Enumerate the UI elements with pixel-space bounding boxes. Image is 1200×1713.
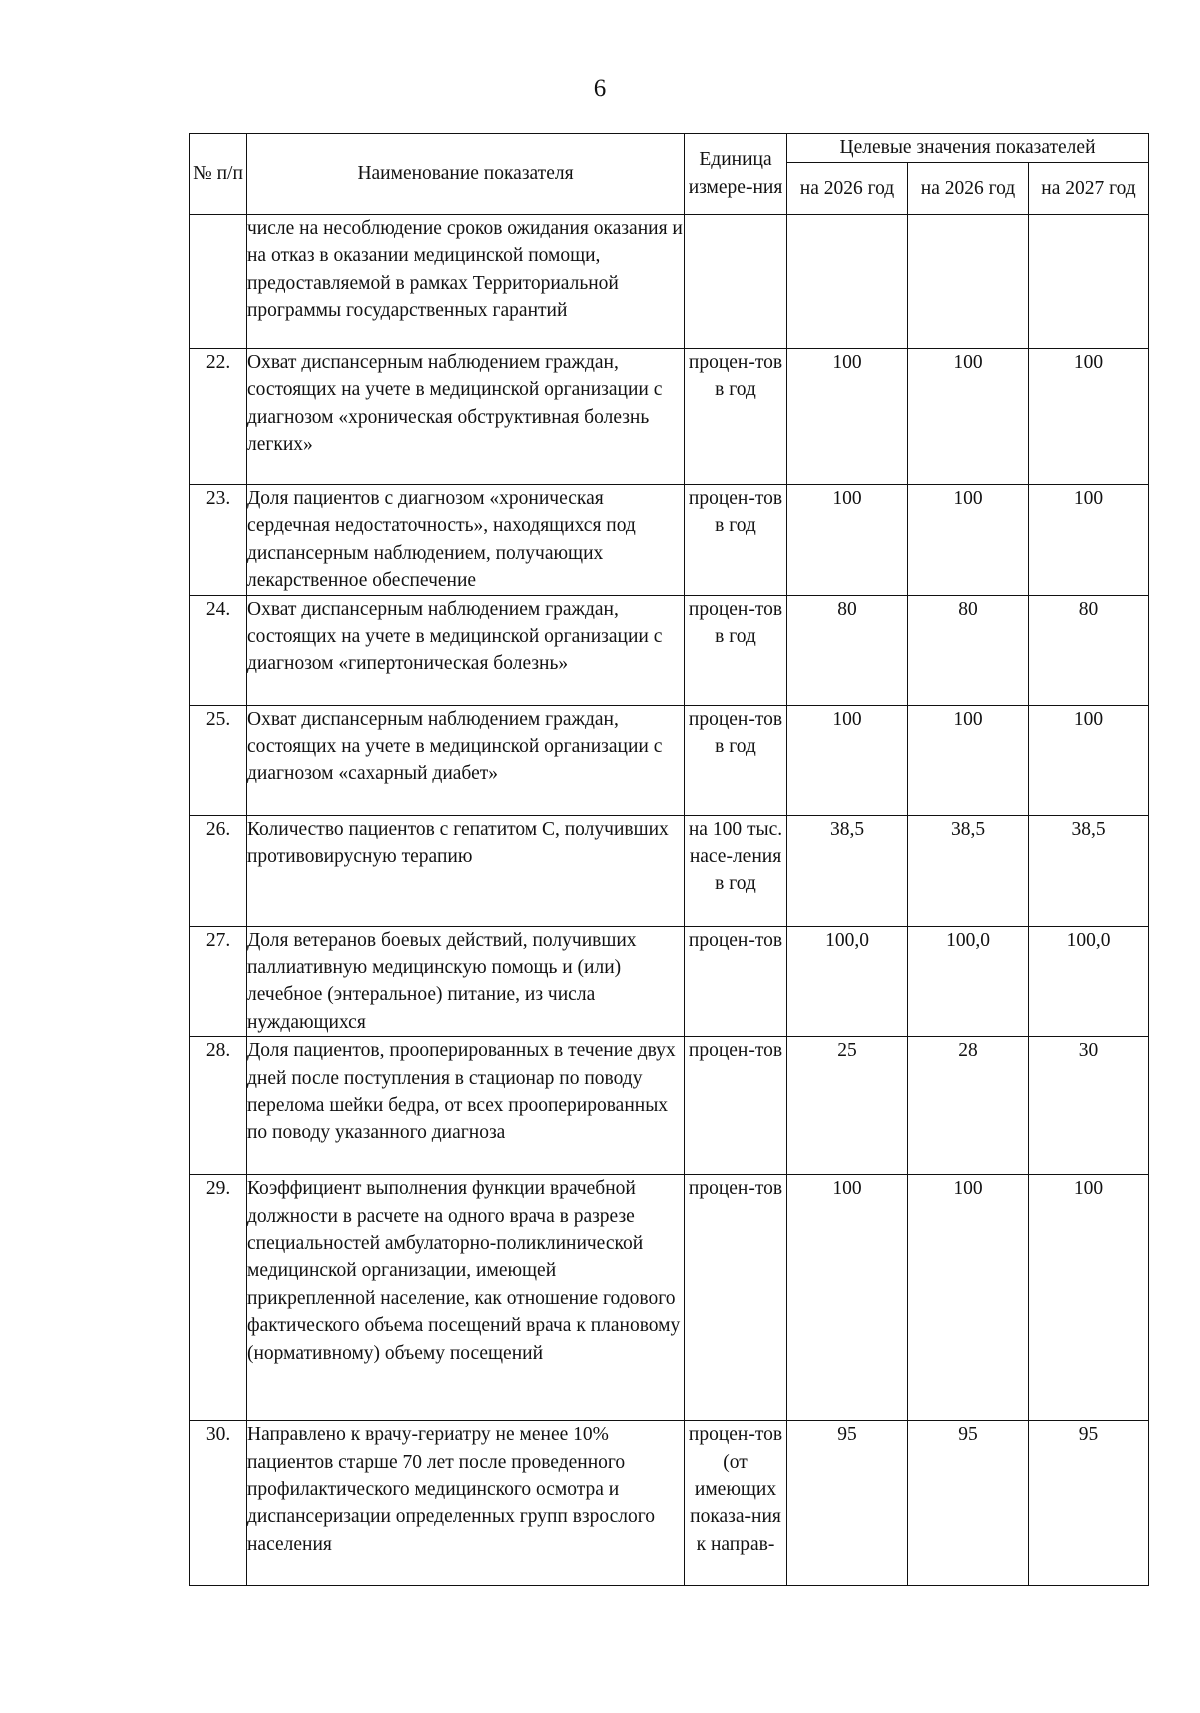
indicator-name: Направлено к врачу-гериатру не менее 10% пациентов старше 70 лет после проведенного профилактического медицинского осмотра и диспансеризации определенных групп взрослого населения xyxy=(247,1421,685,1586)
value-2026-b: 100,0 xyxy=(908,926,1029,1037)
value-2026 xyxy=(787,215,908,349)
value-2027: 100 xyxy=(1029,485,1149,596)
table-row xyxy=(190,485,1149,596)
value-2027: 100 xyxy=(1029,1175,1149,1421)
row-number: 29. xyxy=(190,1175,247,1421)
indicator-name: Доля ветеранов боевых действий, получивших паллиативную медицинскую помощь и (или) лечебное (энтеральное) питание, из числа нуждающихся xyxy=(247,926,685,1037)
page-number: 6 xyxy=(593,75,607,102)
row-number: 25. xyxy=(190,705,247,815)
table-row xyxy=(190,1421,1149,1586)
indicator-name: Охват диспансерным наблюдением граждан, состоящих на учете в медицинской организации с диагнозом «гипертоническая болезнь» xyxy=(247,595,685,705)
value-2026: 100 xyxy=(787,349,908,485)
value-2026: 95 xyxy=(787,1421,908,1586)
value-2027: 100 xyxy=(1029,705,1149,815)
indicator-name: числе на несоблюдение сроков ожидания оказания и на отказ в оказании медицинской помощи, предоставляемой в рамках Территориальной программы государственных гарантий xyxy=(247,215,685,349)
header-year-1: на 2026 год xyxy=(787,163,908,215)
value-2026-b: 95 xyxy=(908,1421,1029,1586)
value-2026: 100 xyxy=(787,1175,908,1421)
table-row xyxy=(190,595,1149,705)
table-row xyxy=(190,1175,1149,1421)
unit-cell: процен-тов в год xyxy=(685,595,787,705)
value-2026: 100,0 xyxy=(787,926,908,1037)
indicator-name: Охват диспансерным наблюдением граждан, состоящих на учете в медицинской организации с диагнозом «сахарный диабет» xyxy=(247,705,685,815)
unit-cell: на 100 тыс. насе-ления в год xyxy=(685,815,787,926)
value-2026: 100 xyxy=(787,705,908,815)
row-number: 23. xyxy=(190,485,247,596)
value-2026: 25 xyxy=(787,1037,908,1175)
indicator-name: Количество пациентов с гепатитом С, получивших противовирусную терапию xyxy=(247,815,685,926)
unit-cell: процен-тов xyxy=(685,1175,787,1421)
value-2026: 38,5 xyxy=(787,815,908,926)
unit-cell: процен-тов в год xyxy=(685,349,787,485)
indicator-name: Коэффициент выполнения функции врачебной должности в расчете на одного врача в разрезе специальностей амбулаторно-поликлинической медицинской организации, имеющей прикрепленной население, как отношение годового фактического объема посещений врача к плановому (нормативному) объему посещений xyxy=(247,1175,685,1421)
unit-cell: процен-тов xyxy=(685,926,787,1037)
indicator-name: Доля пациентов, прооперированных в течение двух дней после поступления в стационар по поводу перелома шейки бедра, от всех прооперированных по поводу указанного диагноза xyxy=(247,1037,685,1175)
row-number: 30. xyxy=(190,1421,247,1586)
value-2027: 95 xyxy=(1029,1421,1149,1586)
unit-cell: процен-тов в год xyxy=(685,705,787,815)
indicators-table xyxy=(189,133,1149,1586)
header-name: Наименование показателя xyxy=(247,134,685,215)
table-row xyxy=(190,705,1149,815)
value-2026-b: 100 xyxy=(908,705,1029,815)
value-2027: 30 xyxy=(1029,1037,1149,1175)
indicator-name: Охват диспансерным наблюдением граждан, состоящих на учете в медицинской организации с диагнозом «хроническая обструктивная болезнь легких» xyxy=(247,349,685,485)
table-row xyxy=(190,349,1149,485)
value-2026-b: 80 xyxy=(908,595,1029,705)
value-2026: 80 xyxy=(787,595,908,705)
value-2026: 100 xyxy=(787,485,908,596)
value-2026-b: 100 xyxy=(908,1175,1029,1421)
value-2027: 38,5 xyxy=(1029,815,1149,926)
value-2027: 100,0 xyxy=(1029,926,1149,1037)
header-number: № п/п xyxy=(190,134,247,215)
row-number: 24. xyxy=(190,595,247,705)
value-2026-b: 28 xyxy=(908,1037,1029,1175)
row-number xyxy=(190,215,247,349)
header-year-2: на 2026 год xyxy=(908,163,1029,215)
header-unit: Единица измере-ния xyxy=(685,134,787,215)
table-row xyxy=(190,1037,1149,1175)
value-2026-b xyxy=(908,215,1029,349)
header-target-values: Целевые значения показателей xyxy=(787,134,1149,163)
table-row xyxy=(190,926,1149,1037)
unit-cell: процен-тов (от имеющих показа-ния к направ- xyxy=(685,1421,787,1586)
unit-cell: процен-тов в год xyxy=(685,485,787,596)
value-2027: 100 xyxy=(1029,349,1149,485)
value-2027: 80 xyxy=(1029,595,1149,705)
value-2026-b: 100 xyxy=(908,485,1029,596)
unit-cell xyxy=(685,215,787,349)
row-number: 28. xyxy=(190,1037,247,1175)
value-2026-b: 38,5 xyxy=(908,815,1029,926)
row-number: 22. xyxy=(190,349,247,485)
value-2026-b: 100 xyxy=(908,349,1029,485)
header-year-3: на 2027 год xyxy=(1029,163,1149,215)
unit-cell: процен-тов xyxy=(685,1037,787,1175)
indicator-name: Доля пациентов с диагнозом «хроническая сердечная недостаточность», находящихся под диспансерным наблюдением, получающих лекарственное обеспечение xyxy=(247,485,685,596)
table-row xyxy=(190,815,1149,926)
row-number: 26. xyxy=(190,815,247,926)
value-2027 xyxy=(1029,215,1149,349)
row-number: 27. xyxy=(190,926,247,1037)
table-row xyxy=(190,215,1149,349)
